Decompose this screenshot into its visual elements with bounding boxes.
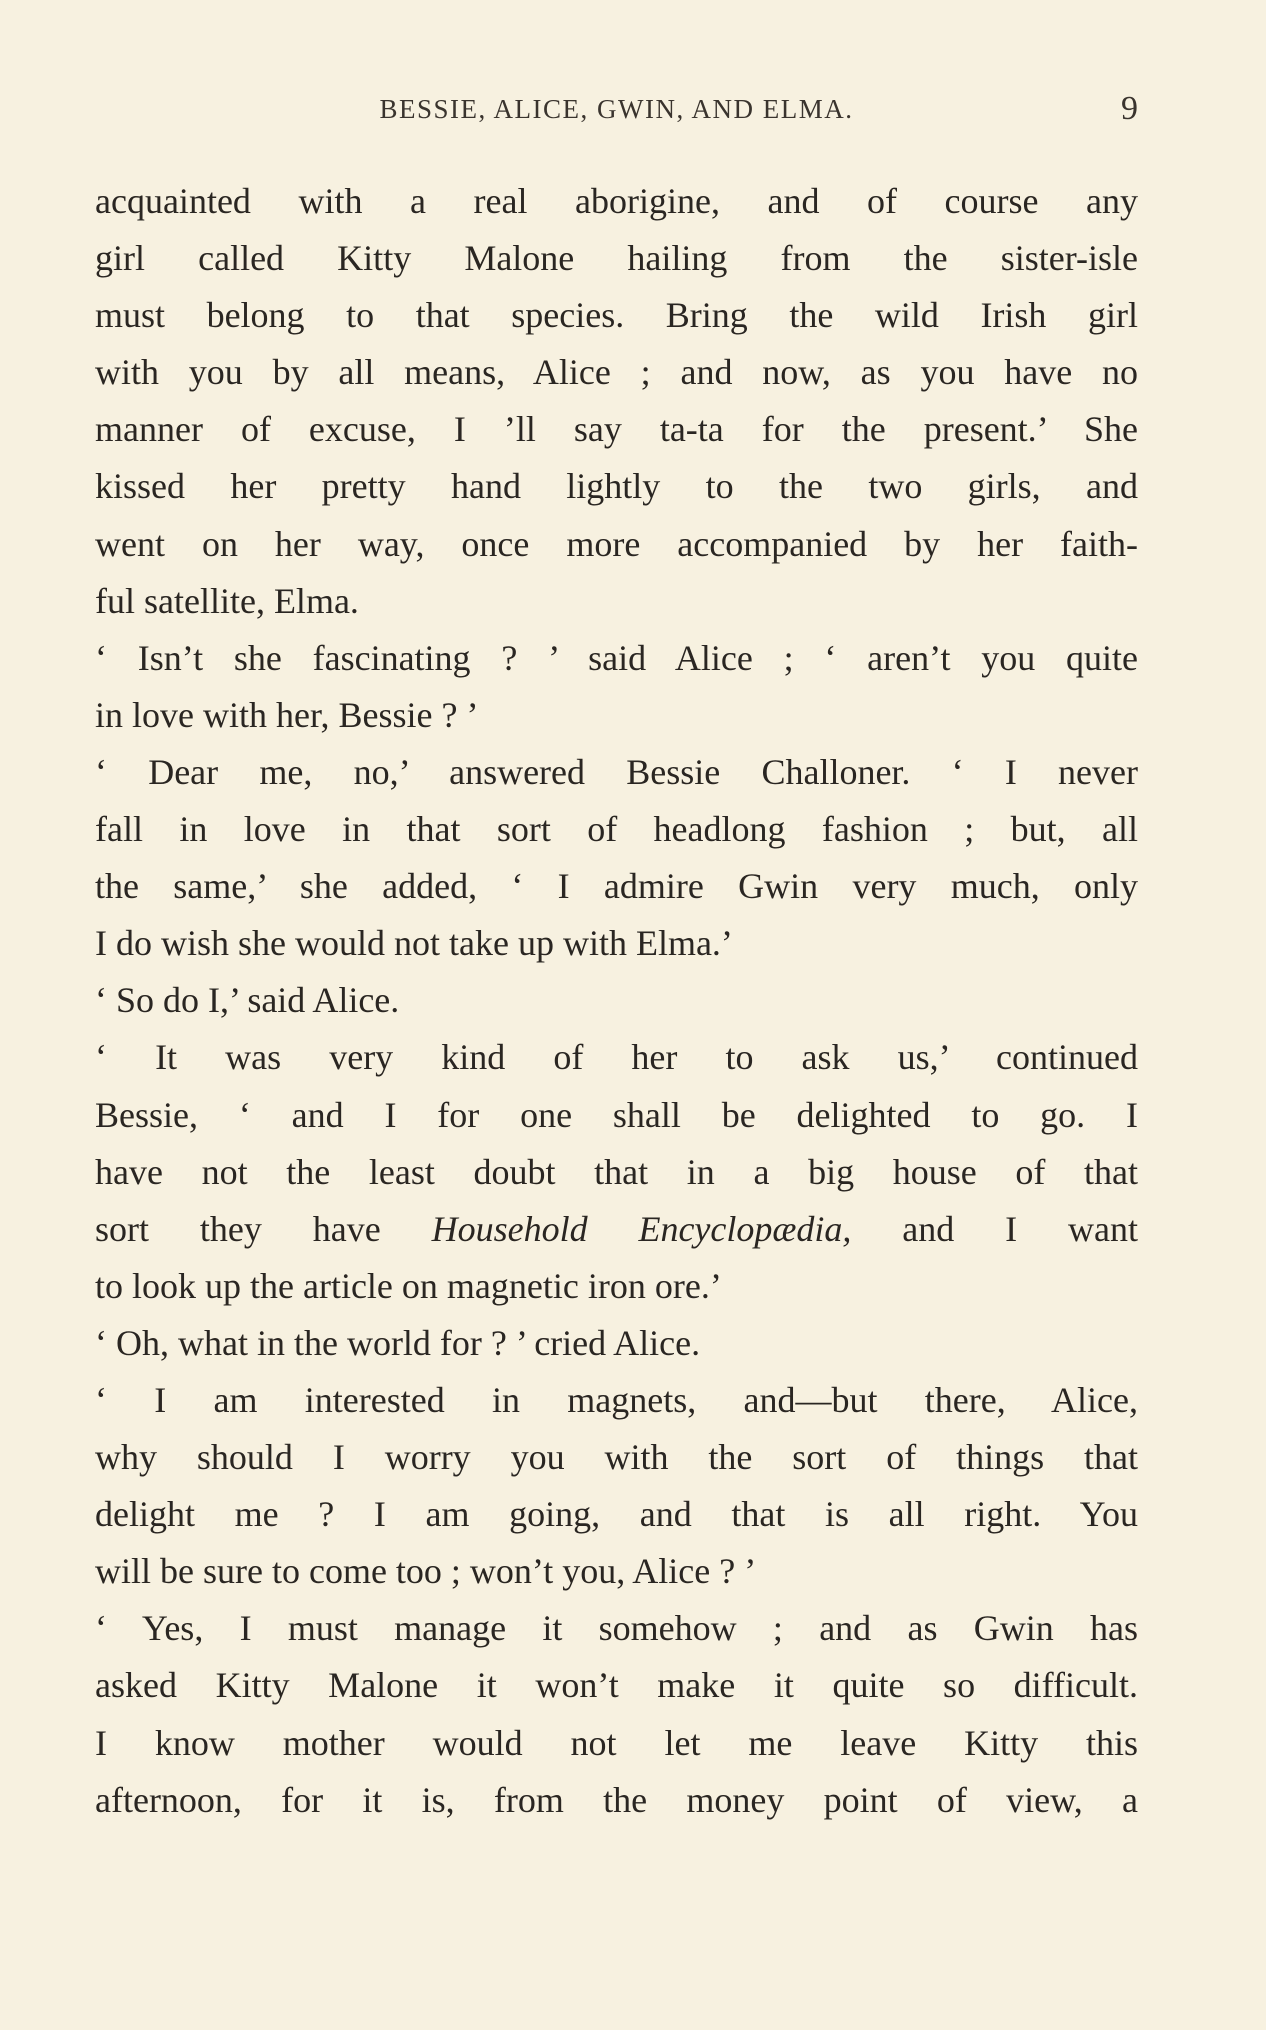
text-line: went on her way, once more accompanied by her faith- [95,523,1138,564]
text-line: ‘ I am interested in magnets, and—but there, Alice, [95,1379,1138,1420]
text-line: manner of excuse, I ’ll say ta-ta for the present.’ She [95,409,1138,450]
text-line: why should I worry you with the sort of things that [95,1437,1138,1478]
text-line: ‘ It was very kind of her to ask us,’ continued [95,1037,1138,1078]
text-line: I do wish she would not take up with Elma.’ [95,923,733,964]
text-line: ‘ Dear me, no,’ answered Bessie Challoner. ‘ I never [95,751,1138,792]
text-line-with-italic [95,1201,1138,1258]
text-line: have not the least doubt that in a big house of that [95,1151,1138,1192]
text-line: must belong to that species. Bring the wild Irish girl [95,295,1138,336]
text-line: afternoon, for it is, from the money point of view, a [95,1779,1138,1820]
text-segment: sort they have [95,1208,432,1249]
page-number: 9 [1121,90,1138,127]
text-line: Bessie, ‘ and I for one shall be delighted to go. I [95,1094,1138,1135]
text-line: to look up the article on magnetic iron ore.’ [95,1265,722,1306]
text-line: ‘ So do I,’ said Alice. [95,980,400,1021]
text-line: ‘ Isn’t she fascinating ? ’ said Alice ; ‘ aren’t you quite [95,637,1138,678]
running-title: BESSIE, ALICE, GWIN, AND ELMA. [379,94,854,124]
text-line: ful satellite, Elma. [95,580,359,621]
text-line: will be sure to come too ; won’t you, Alice ? ’ [95,1551,757,1592]
text-line: asked Kitty Malone it won’t make it quite so difficult. [95,1665,1138,1706]
text-line: I know mother would not let me leave Kitty this [95,1722,1138,1763]
text-line: with you by all means, Alice ; and now, as you have no [95,352,1138,393]
body-text [95,173,1138,1829]
text-line: in love with her, Bessie ? ’ [95,694,479,735]
text-line: girl called Kitty Malone hailing from the sister-isle [95,238,1138,279]
italic-title: Household Encyclopædia, [431,1208,852,1249]
running-head [95,90,1138,134]
text-line: delight me ? I am going, and that is all right. You [95,1494,1138,1535]
text-line: acquainted with a real aborigine, and of course any [95,181,1138,221]
text-line: the same,’ she added, ‘ I admire Gwin very much, only [95,866,1138,907]
text-segment: and I want [851,1208,1138,1249]
text-line: kissed her pretty hand lightly to the two girls, and [95,466,1138,507]
text-line: ‘ Yes, I must manage it somehow ; and as Gwin has [95,1608,1138,1649]
text-line: fall in love in that sort of headlong fashion ; but, all [95,809,1138,850]
text-line: ‘ Oh, what in the world for ? ’ cried Alice. [95,1322,701,1363]
